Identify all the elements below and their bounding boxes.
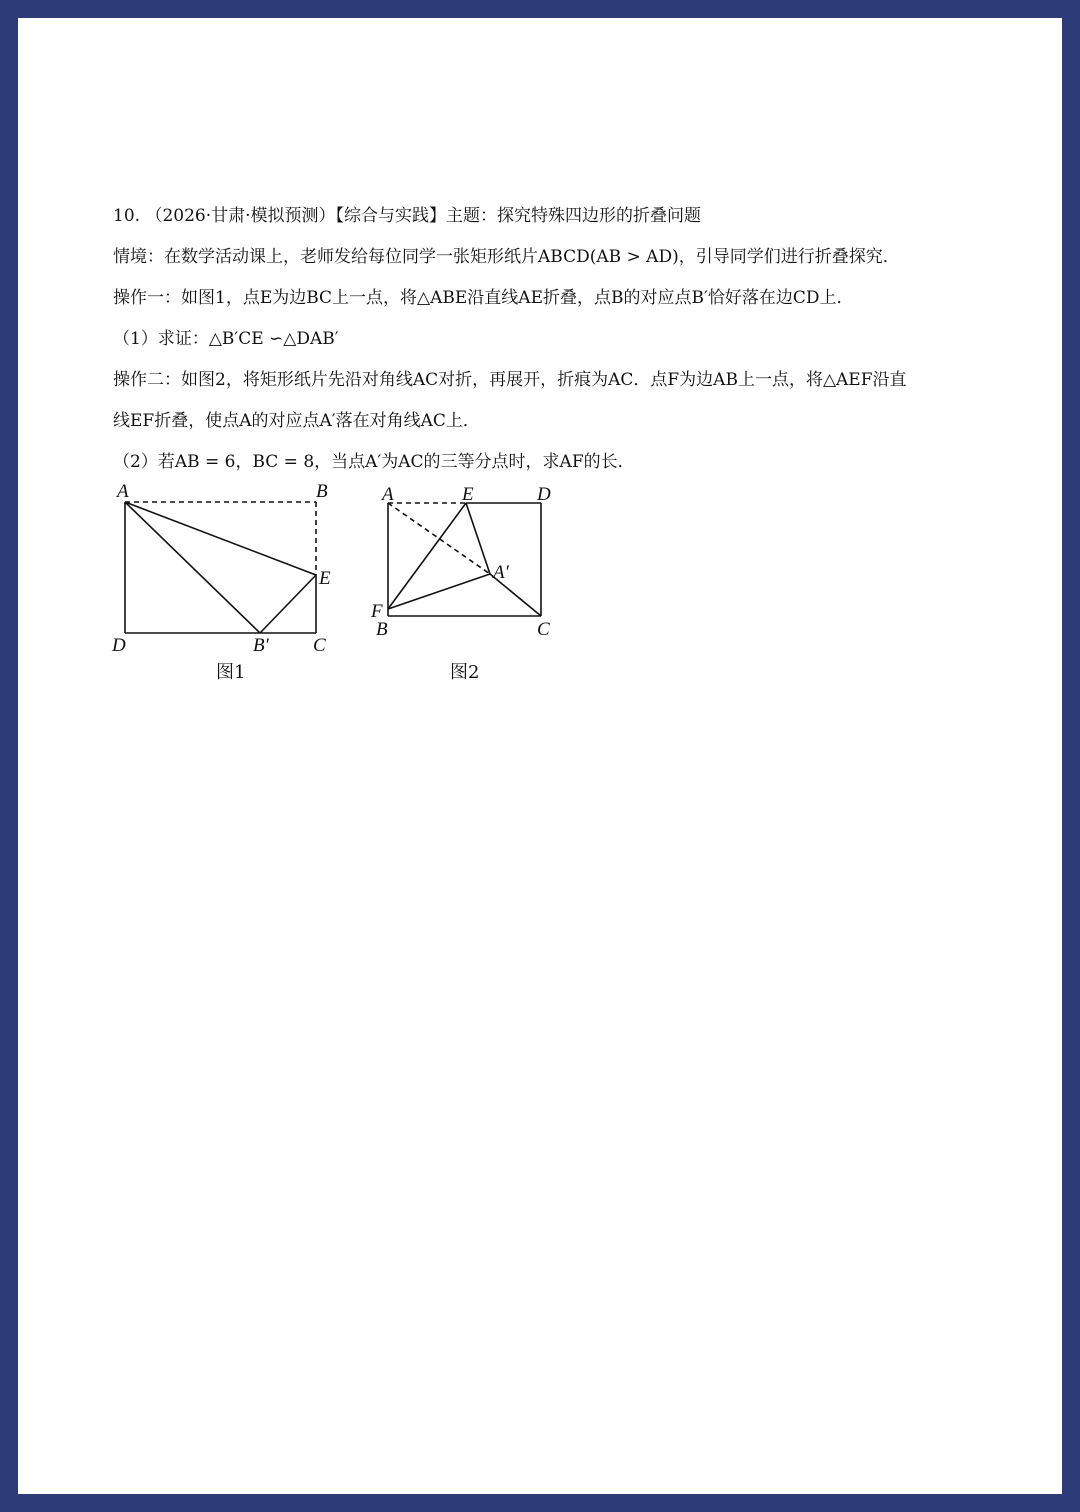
- fig1-label-B: B: [316, 481, 328, 502]
- fig2-label-F: F: [371, 601, 383, 622]
- problem-text: [113, 196, 973, 483]
- fig1-segment-AE: [125, 502, 316, 575]
- figure-2-labels: [370, 484, 551, 683]
- document-page: [18, 18, 1062, 1494]
- fig2-segment-EF: [388, 503, 466, 609]
- operation-one: 操作一：如图1，点E为边BC上一点，将△ABE沿直线AE折叠，点B的对应点B′恰好落在边CD上．: [113, 288, 854, 308]
- problem-header: 10. （2026·甘肃·模拟预测）【综合与实践】主题：探究特殊四边形的折叠问题: [113, 206, 702, 226]
- operation-two-line2: 线EF折叠，使点A的对应点A′落在对角线AC上．: [113, 411, 480, 431]
- fig2-segment-AA-prime-dashed: [388, 503, 490, 574]
- fig1-segment-B-prime-E: [260, 575, 316, 633]
- fig2-segment-EA-prime: [466, 503, 490, 574]
- fig2-caption: 图2: [450, 662, 480, 683]
- fig1-label-A: A: [117, 481, 129, 502]
- fig2-label-A-prime: A′: [493, 562, 509, 583]
- fig2-segment-FA-prime: [388, 574, 490, 609]
- question-two: （2）若AB = 6，BC = 8，当点A′为AC的三等分点时，求AF的长．: [113, 452, 635, 472]
- fig2-label-C: C: [537, 619, 550, 640]
- fig1-label-C: C: [313, 635, 326, 656]
- fig1-label-D: D: [112, 635, 126, 656]
- fig2-label-D: D: [537, 484, 551, 505]
- figure-1: [125, 502, 316, 633]
- fig1-caption: 图1: [216, 662, 246, 683]
- figure-2: [388, 503, 541, 616]
- problem-context: 情境：在数学活动课上，老师发给每位同学一张矩形纸片ABCD(AB > AD)，引导同学们进行折叠探究．: [113, 247, 900, 267]
- fig1-label-E: E: [319, 568, 331, 589]
- fig2-label-B: B: [376, 619, 388, 640]
- fig2-label-A: A: [382, 484, 394, 505]
- operation-two-line1: 操作二：如图2，将矩形纸片先沿对角线AC对折，再展开，折痕为AC．点F为边AB上一点，将△AEF沿直: [113, 370, 907, 390]
- fig1-label-B-prime: B′: [253, 635, 269, 656]
- question-one: （1）求证：△B′CE ∽△DAB′: [113, 329, 339, 349]
- fig1-segment-AB-prime: [125, 502, 260, 633]
- fig2-label-E: E: [462, 484, 474, 505]
- figure-1-labels: [111, 481, 331, 683]
- fig2-segment-A-prime-C: [490, 574, 541, 616]
